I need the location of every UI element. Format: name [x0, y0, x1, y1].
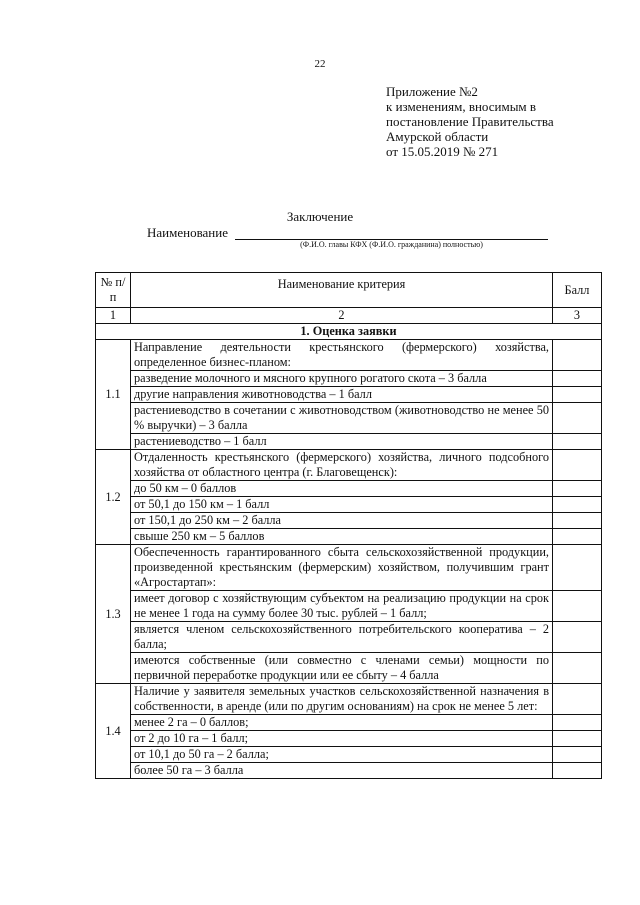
score-cell[interactable] — [553, 747, 602, 763]
criterion-title: Отдаленность крестьянского (фермерского) хозяйства, личного подсобного хозяйства от областного центра (г. Благовещенск): — [131, 450, 553, 481]
criterion-number: 1.4 — [96, 684, 131, 779]
criterion-number: 1.2 — [96, 450, 131, 545]
appendix-block — [386, 84, 554, 159]
criterion-row — [96, 622, 602, 653]
section-title: 1. Оценка заявки — [96, 324, 602, 340]
score-cell[interactable] — [553, 340, 602, 371]
criterion-option: свыше 250 км – 5 баллов — [131, 529, 553, 545]
appendix-line: постановление Правительства — [386, 114, 554, 129]
criterion-option: от 2 до 10 га – 1 балл; — [131, 731, 553, 747]
criterion-row — [96, 684, 602, 715]
criterion-title: Направление деятельности крестьянского (фермерского) хозяйства, определенное бизнес-планом: — [131, 340, 553, 371]
name-hint: (Ф.И.О. главы КФХ (Ф.И.О. гражданина) полностью) — [300, 240, 483, 249]
criterion-option: имеет договор с хозяйствующим субъектом на реализацию продукции на срок не менее 1 года на сумму более 30 тыс. рублей – 1 балл; — [131, 591, 553, 622]
criterion-title: Наличие у заявителя земельных участков сельскохозяйственной назначения в собственности, в аренде (или по другим основаниям) на срок не менее 5 лет: — [131, 684, 553, 715]
criterion-option: другие направления животноводства – 1 балл — [131, 387, 553, 403]
col-number: 3 — [553, 308, 602, 324]
score-cell[interactable] — [553, 545, 602, 591]
criterion-row — [96, 763, 602, 779]
name-label: Наименование — [147, 225, 228, 240]
score-cell[interactable] — [553, 403, 602, 434]
score-cell[interactable] — [553, 450, 602, 481]
appendix-line: от 15.05.2019 № 271 — [386, 144, 499, 159]
criterion-option: до 50 км – 0 баллов — [131, 481, 553, 497]
appendix-line: к изменениям, вносимым в — [386, 99, 537, 114]
score-cell[interactable] — [553, 684, 602, 715]
score-cell[interactable] — [553, 371, 602, 387]
criterion-row — [96, 653, 602, 684]
score-cell[interactable] — [553, 653, 602, 684]
criterion-row — [96, 529, 602, 545]
criterion-row — [96, 403, 602, 434]
criterion-row — [96, 591, 602, 622]
criterion-row — [96, 434, 602, 450]
criterion-row — [96, 497, 602, 513]
criterion-option: от 150,1 до 250 км – 2 балла — [131, 513, 553, 529]
criterion-row — [96, 513, 602, 529]
criterion-row — [96, 371, 602, 387]
criterion-row — [96, 747, 602, 763]
section-row — [96, 324, 602, 340]
criterion-option: от 10,1 до 50 га – 2 балла; — [131, 747, 553, 763]
table-header-row — [96, 273, 602, 308]
score-cell[interactable] — [553, 715, 602, 731]
criteria-table — [95, 272, 602, 779]
score-cell[interactable] — [553, 513, 602, 529]
criterion-title: Обеспеченность гарантированного сбыта сельскохозяйственной продукции, произведенной крестьянским (фермерским) хозяйством, получившим грант «Агростартап»: — [131, 545, 553, 591]
criterion-option: более 50 га – 3 балла — [131, 763, 553, 779]
header-score: Балл — [553, 273, 602, 308]
criterion-option: имеются собственные (или совместно с членами семьи) мощности по первичной переработке продукции или ее сбыту – 4 балла — [131, 653, 553, 684]
score-cell[interactable] — [553, 434, 602, 450]
header-criterion: Наименование критерия — [131, 273, 553, 308]
score-cell[interactable] — [553, 731, 602, 747]
column-numbers-row — [96, 308, 602, 324]
criterion-row — [96, 387, 602, 403]
criterion-option: разведение молочного и мясного крупного рогатого скота – 3 балла — [131, 371, 553, 387]
criterion-option: растениеводство – 1 балл — [131, 434, 553, 450]
score-cell[interactable] — [553, 497, 602, 513]
col-number: 2 — [131, 308, 553, 324]
criterion-number: 1.1 — [96, 340, 131, 450]
header-num: № п/п — [96, 273, 131, 308]
appendix-line: Приложение №2 — [386, 84, 478, 99]
score-cell[interactable] — [553, 529, 602, 545]
score-cell[interactable] — [553, 591, 602, 622]
score-cell[interactable] — [553, 622, 602, 653]
criterion-row — [96, 340, 602, 371]
criterion-option: от 50,1 до 150 км – 1 балл — [131, 497, 553, 513]
criterion-row — [96, 545, 602, 591]
criterion-row — [96, 450, 602, 481]
criterion-row — [96, 731, 602, 747]
criterion-number: 1.3 — [96, 545, 131, 684]
criterion-option: растениеводство в сочетании с животноводством (животноводство не менее 50 % выручки) – 3 балла — [131, 403, 553, 434]
document-title: Заключение — [286, 209, 354, 224]
appendix-line: Амурской области — [386, 129, 489, 144]
score-cell[interactable] — [553, 481, 602, 497]
criterion-row — [96, 715, 602, 731]
col-number: 1 — [96, 308, 131, 324]
page-number: 22 — [314, 58, 326, 70]
score-cell[interactable] — [553, 387, 602, 403]
score-cell[interactable] — [553, 763, 602, 779]
criterion-option: является членом сельскохозяйственного потребительского кооператива – 2 балла; — [131, 622, 553, 653]
criterion-row — [96, 481, 602, 497]
criterion-option: менее 2 га – 0 баллов; — [131, 715, 553, 731]
